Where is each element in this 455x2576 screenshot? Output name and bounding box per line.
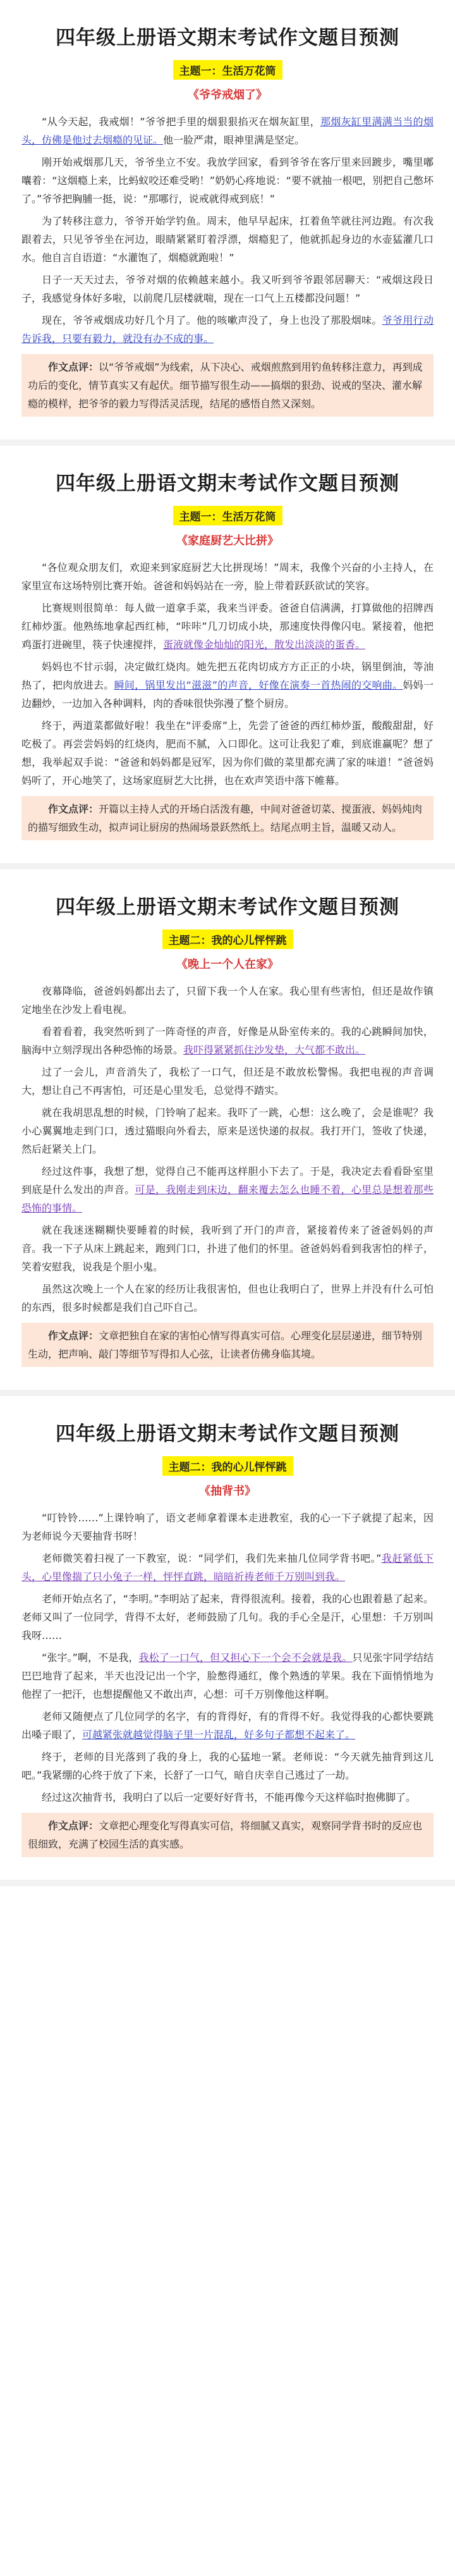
essay-body bbox=[21, 1509, 434, 1806]
comment-label: 作文点评： bbox=[48, 1820, 99, 1832]
paragraph-text: 虽然这次晚上一个人在家的经历让我很害怕，但也让我明白了，世界上并没有什么可怕的东西，很多时候都是我们自己吓自己。 bbox=[21, 1283, 434, 1313]
comment-label: 作文点评： bbox=[48, 803, 99, 815]
section-title: 四年级上册语文期末考试作文题目预测 bbox=[56, 896, 399, 919]
highlighted-sentence: 我吓得紧紧抓住沙发垫，大气都不敢出。 bbox=[183, 1044, 366, 1056]
essay-paragraph bbox=[21, 1162, 434, 1217]
essay-paragraph bbox=[21, 1509, 434, 1545]
paragraph-text: 刚开始戒烟那几天，爷爷坐立不安。我放学回家，看到爷爷在客厅里来回踱步，嘴里嘟囔着：“这烟瘾上来，比蚂蚁咬还难受哟！”奶奶心疼地说：“要不就抽一根吧，别把自己憋坏了。”爷爷把胸脯一挺，说：“那哪行，说戒就得戒到底！” bbox=[21, 156, 434, 205]
essay-paragraph bbox=[21, 1707, 434, 1744]
essay-section bbox=[0, 869, 455, 1396]
section-title: 四年级上册语文期末考试作文题目预测 bbox=[56, 27, 399, 49]
essay-comment bbox=[21, 354, 434, 417]
paragraph-text: 经过这次抽背书，我明白了以后一定要好好背书，不能再像今天这样临时抱佛脚了。 bbox=[42, 1791, 416, 1803]
essay-paragraph bbox=[21, 113, 434, 149]
essay-paragraph bbox=[21, 1063, 434, 1100]
theme-label: 主题二：我的心儿怦怦跳 bbox=[162, 1456, 293, 1476]
essay-comment bbox=[21, 1323, 434, 1367]
paragraph-text: 就在我迷迷糊糊快要睡着的时候，我听到了开门的声音，紧接着传来了爸爸妈妈的声音。我一下子从床上跳起来，跑到门口，扑进了他们的怀里。爸爸妈妈看到我害怕的样子，笑着安慰我，说我是个胆小鬼。 bbox=[21, 1224, 434, 1273]
paragraph-text: 经过这件事，我想了想，觉得自己不能再这样胆小下去了。于是，我决定去看看卧室里到底是什么发出的声音。 bbox=[21, 1165, 434, 1196]
essay-paragraph bbox=[21, 311, 434, 348]
comment-text: 以“爷爷戒烟”为线索，从下决心、戒烟煎熬到用钓鱼转移注意力，再到成功后的变化，情节真实又有起伏。细节描写很生动——搞烟的狠劲、说戒的坚决、灌水解瘾的模样，把爷爷的毅力写得活灵活现，结尾的感悟自然又深刻。 bbox=[28, 361, 423, 410]
essay-title: 《爷爷戒烟了》 bbox=[188, 89, 267, 102]
paragraph-text: 老师开始点名了，“李明。”李明站了起来，背得很流利。接着，我的心也跟着悬了起来。老师又叫了一位同学，背得不太好，老师鼓励了几句。我的手心全是汗，心里想：千万别叫我呀…… bbox=[21, 1593, 434, 1641]
essay-paragraph bbox=[21, 1280, 434, 1316]
essay-paragraph bbox=[21, 1022, 434, 1059]
paragraph-text: 比赛规则很简单：每人做一道拿手菜，我来当评委。爸爸自信满满，打算做他的招牌西红柿炒蛋。他熟练地拿起西红柿，“咔咔”几刀切成小块，那速度快得像闪电。紧接着，他把鸡蛋打进碗里，筷子快速搅拌， bbox=[21, 602, 434, 651]
theme-label: 主题一：生活万花筒 bbox=[173, 60, 282, 80]
essay-paragraph bbox=[21, 982, 434, 1019]
highlighted-sentence: 那烟灰缸里满满当当的烟头，仿佛是他过去烟瘾的见证。 bbox=[21, 116, 434, 146]
highlighted-sentence: 可越紧张就越觉得脑子里一片混乱，好多句子都想不起来了。 bbox=[82, 1729, 356, 1741]
paragraph-text: 夜幕降临，爸爸妈妈都出去了，只留下我一个人在家。我心里有些害怕，但还是故作镇定地坐在沙发上看电视。 bbox=[21, 985, 434, 1015]
comment-text: 文章把心理变化写得真实可信，将细腻又真实，观察同学背书时的反应也很细致，充满了校园生活的真实感。 bbox=[28, 1820, 423, 1850]
comment-text: 文章把独自在家的害怕心情写得真实可信。心理变化层层递进，细节特别生动，把声响、敲门等细节写得扣人心弦，让读者仿佛身临其境。 bbox=[28, 1330, 423, 1360]
paragraph-text: 妈妈也不甘示弱，决定做红烧肉。她先把五花肉切成方方正正的小块，锅里倒油，等油热了，把肉放进去。 bbox=[21, 661, 434, 691]
highlighted-sentence: 爷爷用行动告诉我，只要有毅力，就没有办不成的事。 bbox=[21, 314, 434, 345]
comment-label: 作文点评： bbox=[48, 1330, 99, 1342]
essay-paragraph bbox=[21, 1221, 434, 1276]
paragraph-text: 终于，两道菜都做好啦！我坐在“评委席”上，先尝了爸爸的西红柿炒蛋，酸酸甜甜，好吃极了。再尝尝妈妈的红烧肉，肥而不腻，入口即化。这可让我犯了难，到底谁赢呢？想了想，我举起双手说：“爸爸和妈妈都是冠军，因为你们做的菜里都充满了家的味道！”爸爸妈妈听了，开心地笑了，这场家庭厨艺大比拼，也在欢声笑语中落下帷幕。 bbox=[21, 720, 434, 787]
paragraph-text: 他一脸严肃，眼神里满是坚定。 bbox=[163, 134, 305, 146]
paragraph-text: 现在，爷爷戒烟成功好几个月了。他的咳嗽声没了，身上也没了那股烟味。 bbox=[42, 314, 382, 326]
essay-paragraph bbox=[21, 1549, 434, 1586]
essay-paragraph bbox=[21, 658, 434, 713]
essay-body bbox=[21, 113, 434, 348]
essay-body bbox=[21, 982, 434, 1316]
theme-label: 主题二：我的心儿怦怦跳 bbox=[162, 929, 293, 949]
comment-label: 作文点评： bbox=[48, 361, 99, 373]
paragraph-text: 过了一会儿，声音消失了，我松了一口气，但还是不敢放松警惕。我把电视的声音调大，想让自己不再害怕，可还是心里发毛，总觉得不踏实。 bbox=[21, 1066, 434, 1096]
highlighted-sentence: 可是，我刚走到床边，翻来覆去怎么也睡不着，心里总是想着那些恐怖的事情。 bbox=[21, 1184, 434, 1214]
essay-comment bbox=[21, 1813, 434, 1857]
paragraph-text: “叮铃铃……”上课铃响了，语文老师拿着课本走进教室，我的心一下子就提了起来，因为老师说今天要抽背书呀！ bbox=[21, 1512, 434, 1542]
essay-paragraph bbox=[21, 1590, 434, 1645]
paragraph-text: 妈妈一边翻炒，一边加入各种调料，肉的香味很快弥漫了整个厨房。 bbox=[21, 679, 434, 709]
highlighted-sentence: 我松了一口气，但又担心下一个会不会就是我。 bbox=[138, 1652, 353, 1664]
essay-paragraph bbox=[21, 271, 434, 307]
paragraph-text: “从今天起，我戒烟！”爷爷把手里的烟狠狠掐灭在烟灰缸里， bbox=[42, 116, 320, 128]
essay-paragraph bbox=[21, 153, 434, 208]
paragraph-text: 看着看着，我突然听到了一阵奇怪的声音，好像是从卧室传来的。我的心跳瞬间加快，脑海中立刻浮现出各种恐怖的场景。 bbox=[21, 1026, 434, 1056]
essay-section bbox=[0, 1396, 455, 1886]
essay-comment bbox=[21, 796, 434, 840]
essay-paragraph bbox=[21, 1788, 434, 1806]
paragraph-text: 终于，老师的目光落到了我的身上，我的心猛地一紧。老师说：“今天就先抽背到这儿吧。”我紧绷的心终于放了下来，长舒了一口气，暗自庆幸自己逃过了一劫。 bbox=[21, 1751, 434, 1781]
essay-title: 《抽背书》 bbox=[199, 1485, 256, 1498]
paragraph-text: “各位观众朋友们，欢迎来到家庭厨艺大比拼现场！”周末，我像个兴奋的小主持人，在家里宣布这场特别比赛开始。爸爸和妈妈站在一旁，脸上带着跃跃欲试的笑容。 bbox=[21, 561, 434, 592]
highlighted-sentence: 瞬间，锅里发出“滋滋”的声音，好像在演奏一首热闹的交响曲。 bbox=[114, 679, 403, 691]
essay-paragraph bbox=[21, 1648, 434, 1703]
paragraph-text: 老师微笑着扫视了一下教室，说：“同学们，我们先来抽几位同学背书吧。” bbox=[42, 1552, 382, 1564]
theme-label: 主题一：生活万花筒 bbox=[173, 506, 282, 525]
essay-body bbox=[21, 558, 434, 790]
paragraph-text: 为了转移注意力，爷爷开始学钓鱼。周末，他早早起床，扛着鱼竿就往河边跑。有次我跟着去，只见爷爷坐在河边，眼睛紧紧盯着浮漂，烟瘾犯了，他就抓起身边的水壶猛灌几口水。他自言自语道：“水灌饱了，烟瘾就跑啦！” bbox=[21, 215, 434, 264]
section-title: 四年级上册语文期末考试作文题目预测 bbox=[56, 472, 399, 495]
paragraph-text: “张宇。”啊，不是我， bbox=[42, 1652, 139, 1664]
comment-text: 开篇以主持人式的开场白活泼有趣，中间对爸爸切菜、搅蛋液、妈妈炖肉的描写细致生动，拟声词让厨房的热闹场景跃然纸上。结尾点明主旨，温暖又动人。 bbox=[28, 803, 423, 833]
essay-title: 《家庭厨艺大比拼》 bbox=[176, 534, 279, 548]
essay-paragraph bbox=[21, 1103, 434, 1158]
section-title: 四年级上册语文期末考试作文题目预测 bbox=[56, 1423, 399, 1445]
essay-paragraph bbox=[21, 599, 434, 654]
paragraph-text: 老师又随便点了几位同学的名字，有的背得好，有的背得不好。我觉得我的心都快要跳出嗓子眼了， bbox=[21, 1710, 434, 1741]
essay-paragraph bbox=[21, 716, 434, 790]
highlighted-sentence: 蛋液就像金灿灿的阳光，散发出淡淡的蛋香。 bbox=[163, 639, 366, 651]
essay-section bbox=[0, 446, 455, 869]
essay-title: 《晚上一个人在家》 bbox=[176, 958, 279, 971]
highlighted-sentence: 我赶紧低下头，心里像揣了只小兔子一样，怦怦直跳，暗暗祈祷老师千万别叫到我。 bbox=[21, 1552, 434, 1583]
essay-paragraph bbox=[21, 1748, 434, 1784]
essay-section bbox=[0, 0, 455, 446]
paragraph-text: 只见张宇同学结结巴巴地背了起来，半天也没记出一个字，脸憋得通红，像个熟透的苹果。我在下面悄悄地为他捏了一把汗，也想提醒他又不敢出声，心想：可千万别像他这样啊。 bbox=[21, 1652, 434, 1700]
essay-paragraph bbox=[21, 558, 434, 595]
essay-paragraph bbox=[21, 212, 434, 267]
paragraph-text: 就在我胡思乱想的时候，门铃响了起来。我吓了一跳，心想：这么晚了，会是谁呢？我小心翼翼地走到门口，透过猫眼向外看去，原来是送快递的叔叔。我打开门，签收了快递，然后赶紧关上门。 bbox=[21, 1107, 434, 1155]
paragraph-text: 日子一天天过去，爷爷对烟的依赖越来越小。我又听到爷爷跟邻居聊天：“戒烟这段日子，我感觉身体好多啦，以前爬几层楼就喘，现在一口气上五楼都没问题！” bbox=[21, 274, 434, 304]
